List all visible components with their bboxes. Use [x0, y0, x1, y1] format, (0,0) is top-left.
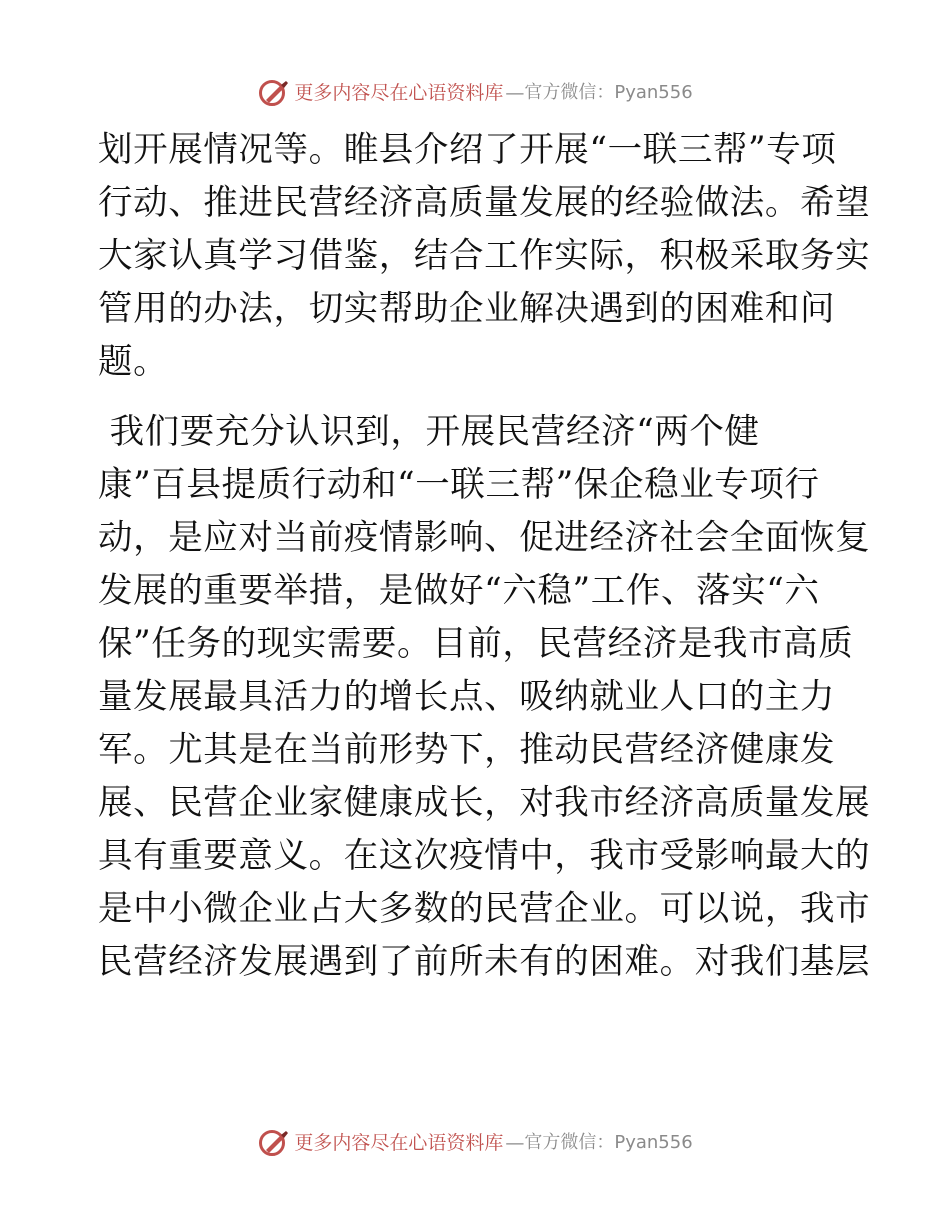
text-line: 行动、推进民营经济高质量发展的经验做法。希望 [98, 183, 871, 223]
watermark-wechat-label: 官方微信： [524, 82, 615, 103]
watermark-main-text: 更多内容尽在心语资料库 [294, 82, 504, 104]
text-line: 是中小微企业占大多数的民营企业。可以说，我市 [98, 889, 871, 929]
paragraph-2 [98, 406, 871, 989]
text-line: 动，是应对当前疫情影响、促进经济社会全面恢复 [98, 518, 871, 558]
watermark-wechat-label: 官方微信： [524, 1132, 615, 1153]
text-line: 具有重要意义。在这次疫情中，我市受影响最大的 [98, 836, 871, 876]
pen-logo-icon [257, 1128, 291, 1158]
watermark-separator: — [505, 82, 523, 104]
watermark-main-text: 更多内容尽在心语资料库 [294, 1132, 504, 1154]
footer-watermark [0, 1128, 950, 1158]
paragraph-gap [98, 389, 858, 406]
text-line: 保”任务的现实需要。目前，民营经济是我市高质 [98, 624, 854, 664]
text-line: 民营经济发展遇到了前所未有的困难。对我们基层 [98, 942, 871, 982]
text-line: 军。尤其是在当前形势下，推动民营经济健康发 [98, 730, 836, 770]
text-line: 发展的重要举措，是做好“六稳”工作、落实“六 [98, 571, 820, 611]
text-line: 题。 [98, 342, 169, 382]
watermark-wechat-id: Pyan556 [614, 82, 693, 103]
text-line: 划开展情况等。睢县介绍了开展“一联三帮”专项 [98, 130, 837, 170]
document-body [98, 124, 871, 989]
text-line: 展、民营企业家健康成长，对我市经济高质量发展 [98, 783, 871, 823]
pen-logo-icon [257, 78, 291, 108]
text-line: 管用的办法，切实帮助企业解决遇到的困难和问 [98, 289, 836, 329]
text-line: 康”百县提质行动和“一联三帮”保企稳业专项行 [98, 465, 820, 505]
text-line: 大家认真学习借鉴，结合工作实际，积极采取务实 [98, 236, 871, 276]
watermark-separator: — [505, 1132, 523, 1154]
header-watermark [0, 78, 950, 108]
text-line: 我们要充分认识到，开展民营经济“两个健 [98, 412, 760, 452]
watermark-wechat-id: Pyan556 [614, 1132, 693, 1153]
text-line: 量发展最具活力的增长点、吸纳就业人口的主力 [98, 677, 836, 717]
paragraph-1 [98, 124, 871, 389]
